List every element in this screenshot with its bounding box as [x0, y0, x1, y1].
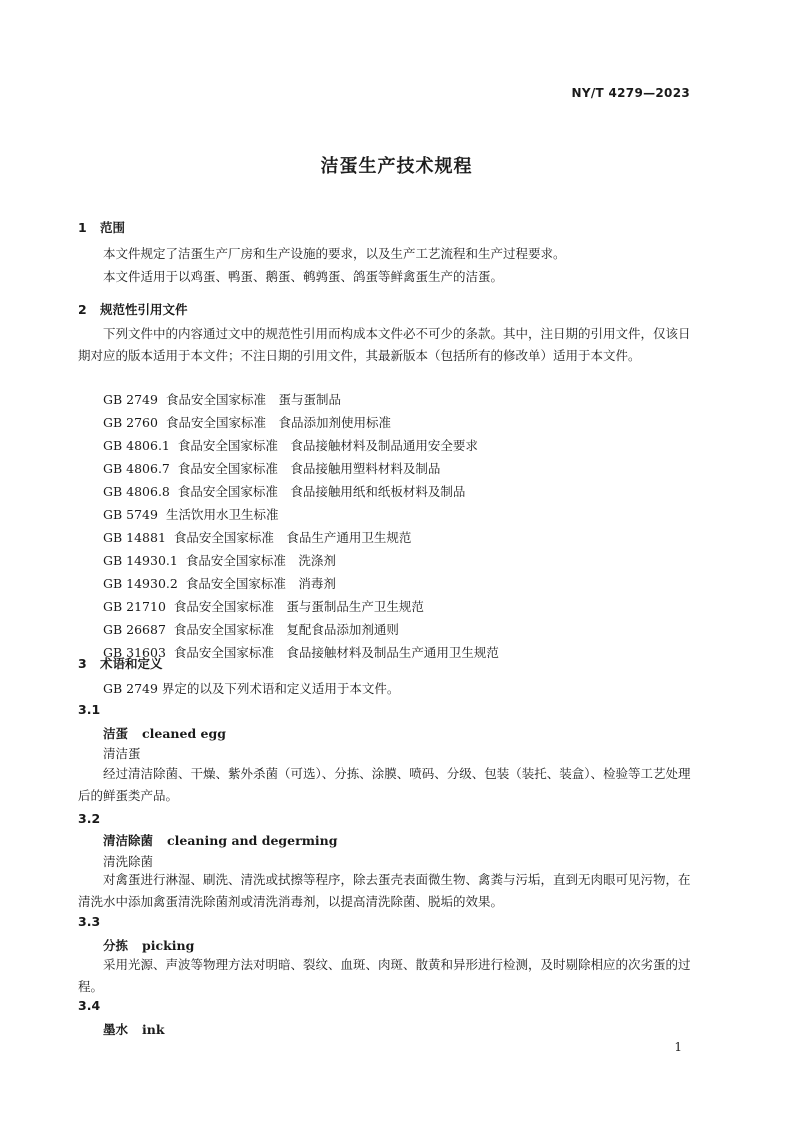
- reference-title: 食品安全国家标准 食品添加剂使用标准: [165, 415, 391, 430]
- reference-code: GB 14930.1: [103, 553, 178, 568]
- term-definition: 采用光源、声波等物理方法对明暗、裂纹、血斑、肉斑、散黄和异形进行检测，及时剔除相应的次劣蛋的过程。: [78, 957, 691, 994]
- reference-code: GB 2760: [103, 415, 158, 430]
- section-heading-terms: [78, 654, 163, 672]
- terms-intro: GB 2749 界定的以及下列术语和定义适用于本文件。: [103, 681, 400, 696]
- document-title: 洁蛋生产技术规程: [320, 156, 473, 177]
- reference-code: GB 21710: [103, 599, 166, 614]
- reference-code: GB 4806.7: [103, 461, 170, 476]
- reference-item: [103, 482, 465, 500]
- reference-code: GB 14930.2: [103, 576, 178, 591]
- section-title: 范围: [100, 220, 126, 235]
- term-english: cleaned egg: [142, 726, 226, 741]
- term-entry: [103, 831, 338, 849]
- reference-item: [103, 620, 399, 638]
- term-synonym: 清洁蛋: [103, 746, 141, 761]
- scope-paragraph-1: 本文件规定了洁蛋生产厂房和生产设施的要求，以及生产工艺流程和生产过程要求。: [103, 246, 566, 261]
- reference-item: [103, 505, 278, 523]
- reference-item: [103, 413, 391, 431]
- term-english: cleaning and degerming: [167, 833, 338, 848]
- section-number: 3: [78, 656, 87, 671]
- reference-item: [103, 459, 440, 477]
- section-number: 1: [78, 220, 87, 235]
- clause-number: 3.1: [78, 702, 101, 717]
- term-entry: [103, 724, 226, 742]
- reference-title: 食品安全国家标准 复配食品添加剂通则: [173, 622, 399, 637]
- clause-number: 3.2: [78, 811, 101, 826]
- reference-item: [103, 436, 478, 454]
- reference-item: [103, 597, 424, 615]
- reference-code: GB 14881: [103, 530, 166, 545]
- reference-title: 食品安全国家标准 蛋与蛋制品: [165, 392, 341, 407]
- reference-item: [103, 528, 411, 546]
- term-chinese: 清洁除菌: [103, 833, 154, 848]
- references-intro: 下列文件中的内容通过文中的规范性引用而构成本文件必不可少的条款。其中，注日期的引用文件，仅该日期对应的版本适用于本文件；不注日期的引用文件，其最新版本（包括所有的修改单）适用于本文件。: [78, 326, 691, 363]
- reference-code: GB 26687: [103, 622, 166, 637]
- reference-title: 食品安全国家标准 食品生产通用卫生规范: [173, 530, 412, 545]
- reference-title: 食品安全国家标准 食品接触材料及制品生产通用卫生规范: [173, 645, 499, 660]
- reference-code: GB 31603: [103, 645, 166, 660]
- reference-code: GB 4806.1: [103, 438, 170, 453]
- scope-paragraph-2: 本文件适用于以鸡蛋、鸭蛋、鹅蛋、鹌鹑蛋、鸽蛋等鲜禽蛋生产的洁蛋。: [103, 269, 504, 284]
- term-english: ink: [142, 1022, 165, 1037]
- standard-code: NY/T 4279—2023: [571, 86, 690, 100]
- reference-code: GB 2749: [103, 392, 158, 407]
- term-chinese: 分拣: [103, 938, 129, 953]
- section-number: 2: [78, 302, 87, 317]
- reference-title: 生活饮用水卫生标准: [165, 507, 279, 522]
- reference-title: 食品安全国家标准 食品接触材料及制品通用安全要求: [177, 438, 478, 453]
- reference-code: GB 4806.8: [103, 484, 170, 499]
- clause-number: 3.3: [78, 914, 101, 929]
- reference-title: 食品安全国家标准 蛋与蛋制品生产卫生规范: [173, 599, 424, 614]
- page-number: 1: [674, 1040, 682, 1054]
- term-chinese: 洁蛋: [103, 726, 129, 741]
- reference-item: [103, 390, 341, 408]
- term-entry: [103, 1020, 165, 1038]
- section-title: 规范性引用文件: [100, 302, 188, 317]
- term-definition: 对禽蛋进行淋湿、刷洗、清洗或拭擦等程序，除去蛋壳表面微生物、禽粪与污垢，直到无肉眼可见污物，在清洗水中添加禽蛋清洗除菌剂或清洗消毒剂，以提高清洗除菌、脱垢的效果。: [78, 872, 691, 909]
- reference-item: [103, 574, 336, 592]
- term-synonym: 清洗除菌: [103, 854, 154, 869]
- term-definition: 经过清洁除菌、干燥、紫外杀菌（可选）、分拣、涂膜、喷码、分级、包装（装托、装盒）、检验等工艺处理后的鲜蛋类产品。: [78, 766, 691, 803]
- clause-number: 3.4: [78, 998, 101, 1013]
- term-entry: [103, 936, 194, 954]
- section-heading-references: [78, 300, 188, 318]
- section-title: 术语和定义: [100, 656, 163, 671]
- term-chinese: 墨水: [103, 1022, 129, 1037]
- section-heading-scope: [78, 218, 125, 236]
- reference-title: 食品安全国家标准 食品接触用纸和纸板材料及制品: [177, 484, 466, 499]
- reference-title: 食品安全国家标准 消毒剂: [185, 576, 336, 591]
- term-english: picking: [142, 938, 195, 953]
- reference-code: GB 5749: [103, 507, 158, 522]
- reference-title: 食品安全国家标准 洗涤剂: [185, 553, 336, 568]
- reference-item: [103, 551, 336, 569]
- reference-title: 食品安全国家标准 食品接触用塑料材料及制品: [177, 461, 441, 476]
